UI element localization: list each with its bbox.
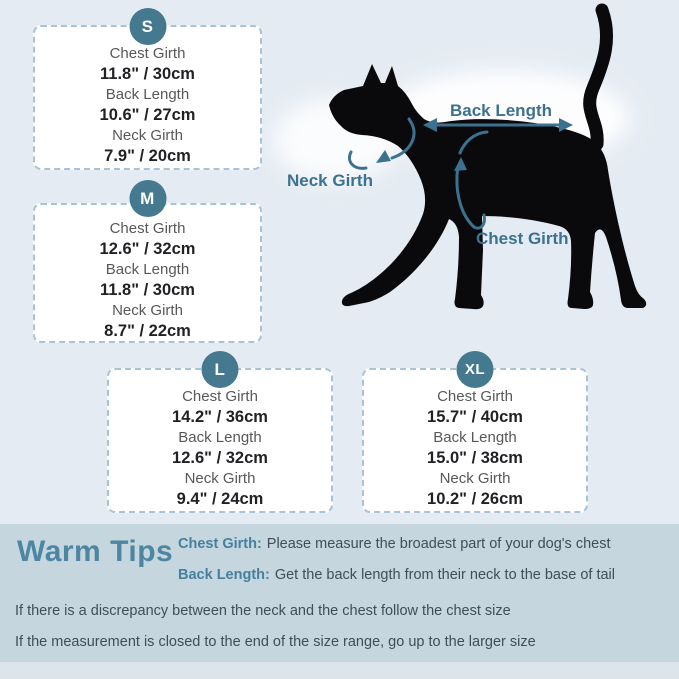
note-discrepancy: If there is a discrepancy between the neck and the chest follow the chest size	[15, 603, 511, 619]
measure-value: 8.7" / 22cm	[104, 322, 191, 340]
measure-label: Neck Girth	[112, 302, 183, 319]
size-card-s	[33, 16, 262, 170]
measure-value: 7.9" / 20cm	[104, 147, 191, 165]
size-card-s-rows	[35, 44, 260, 167]
size-card-m	[33, 188, 262, 343]
band-footer-strip	[0, 662, 679, 679]
measure-label: Neck Girth	[439, 470, 511, 487]
measure-label: Back Length	[433, 429, 517, 446]
note-size-range: If the measurement is closed to the end of the size range, go up to the larger size	[15, 634, 536, 650]
measure-value: 12.6" / 32cm	[99, 240, 196, 258]
back-length-label: Back Length	[449, 101, 553, 120]
tip-chest-girth-key: Chest Girth:	[178, 536, 262, 552]
size-card-l-rows	[109, 387, 331, 510]
warm-tips-heading: Warm Tips	[17, 535, 174, 568]
size-badge-m-letter: M	[140, 188, 155, 208]
size-card-xl-rows	[364, 387, 586, 510]
size-card-m-rows	[35, 219, 260, 342]
size-badge-xl-letter: XL	[464, 361, 486, 378]
size-badge-xl	[457, 351, 494, 388]
size-card-l	[107, 359, 333, 513]
measure-value: 11.8" / 30cm	[100, 65, 195, 83]
size-badge-l-letter: L	[214, 359, 226, 379]
measure-value: 15.7" / 40cm	[427, 408, 523, 426]
measure-label: Back Length	[105, 261, 190, 278]
measure-value: 11.8" / 30cm	[100, 281, 195, 299]
size-badge-s-letter: S	[141, 16, 154, 36]
measure-label: Back Length	[105, 86, 190, 103]
measure-label: Neck Girth	[184, 470, 256, 487]
measure-label: Chest Girth	[109, 45, 186, 62]
tip-chest-girth-text: Please measure the broadest part of your dog's chest	[266, 536, 611, 552]
measure-value: 15.0" / 38cm	[427, 449, 523, 467]
measure-value: 9.4" / 24cm	[176, 490, 264, 508]
measure-value: 12.6" / 32cm	[172, 449, 268, 467]
tip-back-length	[178, 567, 615, 583]
measure-label: Back Length	[178, 429, 262, 446]
tip-back-length-key: Back Length:	[178, 567, 270, 583]
size-badge-m	[129, 180, 166, 217]
measure-value: 14.2" / 36cm	[172, 408, 268, 426]
measure-label: Chest Girth	[109, 220, 186, 237]
tip-chest-girth	[178, 536, 611, 552]
tip-back-length-text: Get the back length from their neck to the base of tail	[274, 567, 615, 583]
neck-girth-label: Neck Girth	[287, 171, 373, 190]
measure-value: 10.2" / 26cm	[427, 490, 523, 508]
size-badge-s	[129, 8, 166, 45]
size-badge-l	[202, 351, 239, 388]
chest-girth-label: Chest Girth	[476, 229, 569, 248]
measure-value: 10.6" / 27cm	[99, 106, 196, 124]
size-card-xl	[362, 361, 588, 513]
measure-label: Chest Girth	[437, 388, 513, 405]
measure-label: Chest Girth	[182, 388, 258, 405]
measure-label: Neck Girth	[112, 127, 183, 144]
